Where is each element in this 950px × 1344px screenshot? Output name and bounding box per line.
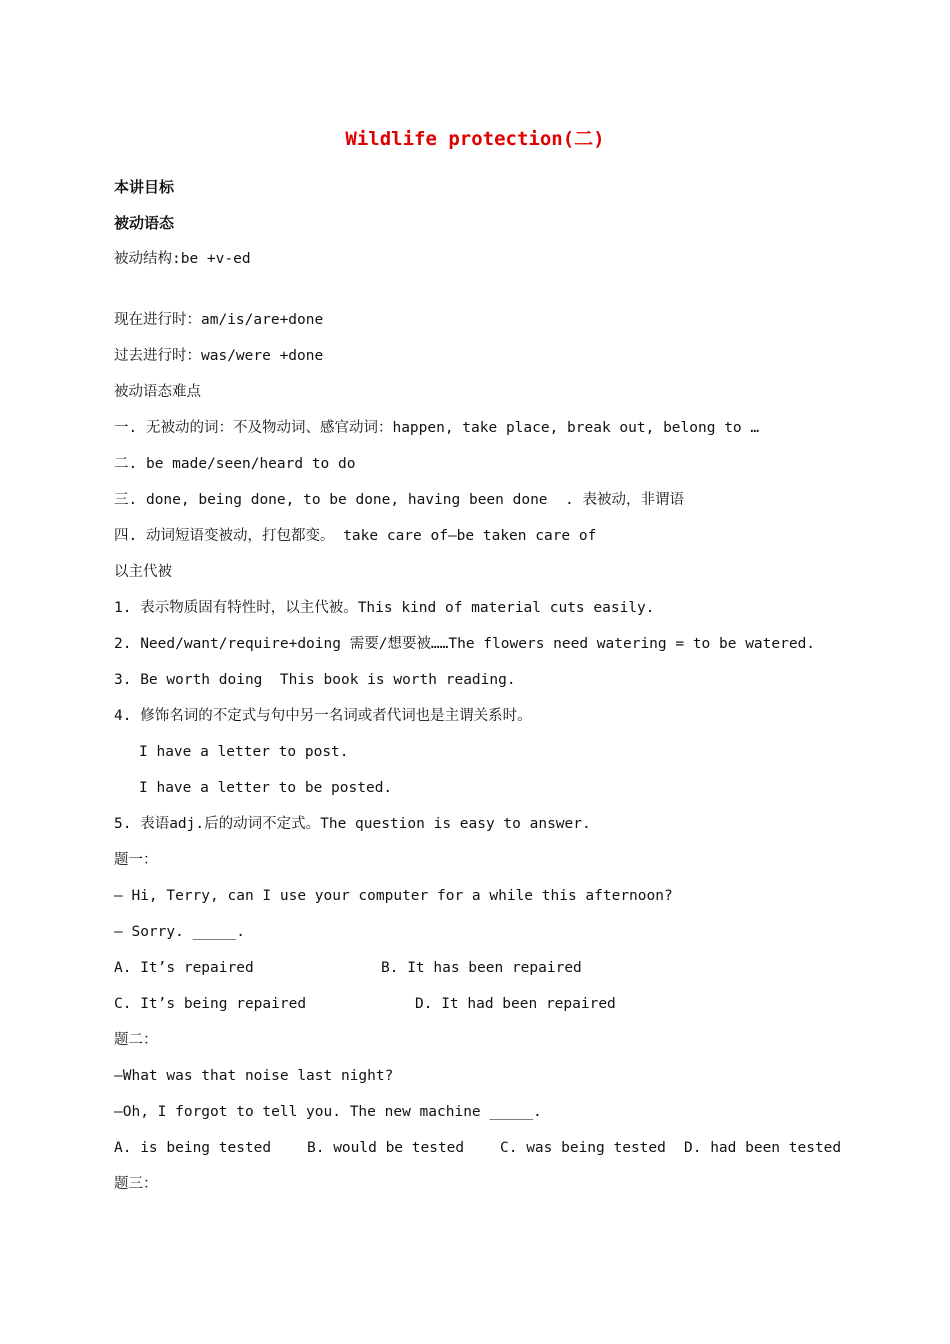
option-a: A. It’s repaired xyxy=(114,960,254,976)
text-line: 现在进行时：am/is/are+done xyxy=(114,312,324,328)
text-line: 2. Need/want/require+doing 需要/想要被……The flowers need watering = to be watered. xyxy=(114,636,816,652)
question-line: — Sorry. _____. xyxy=(114,924,245,940)
section-heading-goals: 本讲目标 xyxy=(114,178,175,196)
question-heading-3: 题三： xyxy=(114,1176,158,1192)
page-title: Wildlife protection(二) xyxy=(345,128,605,150)
question-heading-2: 题二： xyxy=(114,1032,158,1048)
text-line: 被动语态难点 xyxy=(114,384,201,400)
text-line: 过去进行时：was/were +done xyxy=(114,348,324,364)
text-line: 一. 无被动的词：不及物动词、感官动词：happen, take place, break out, belong to … xyxy=(114,420,760,436)
option-b: B. would be tested xyxy=(307,1140,465,1156)
option-a: A. is being tested xyxy=(114,1140,272,1156)
question-line: — Hi, Terry, can I use your computer for a while this afternoon? xyxy=(114,888,673,904)
text-line: 被动结构:be +v-ed xyxy=(114,251,251,267)
option-c: C. It’s being repaired xyxy=(114,996,307,1012)
example-line: I have a letter to post. xyxy=(139,744,349,760)
option-b: B. It has been repaired xyxy=(381,960,582,976)
section-heading-passive: 被动语态 xyxy=(114,214,175,232)
option-d: D. It had been repaired xyxy=(415,996,616,1012)
question-line: —What was that noise last night? xyxy=(114,1068,394,1084)
text-line: 四. 动词短语变被动，打包都变。 take care of—be taken care of xyxy=(114,528,597,544)
text-line: 3. Be worth doing This book is worth reading. xyxy=(114,672,516,688)
example-line: I have a letter to be posted. xyxy=(139,780,393,796)
text-line: 二. be made/seen/heard to do xyxy=(114,456,356,472)
text-line: 三. done, being done, to be done, having been done . 表被动，非谓语 xyxy=(114,492,684,508)
option-d: D. had been tested xyxy=(684,1140,842,1156)
text-line: 5. 表语adj.后的动词不定式。The question is easy to answer. xyxy=(114,816,591,832)
text-line: 4. 修饰名词的不定式与句中另一名词或者代词也是主谓关系时。 xyxy=(114,708,532,724)
question-line: —Oh, I forgot to tell you. The new machine _____. xyxy=(114,1104,542,1120)
text-line: 以主代被 xyxy=(114,564,172,580)
question-heading-1: 题一： xyxy=(114,852,158,868)
text-line: 1. 表示物质固有特性时，以主代被。This kind of material cuts easily. xyxy=(114,600,655,616)
option-c: C. was being tested xyxy=(500,1140,666,1156)
